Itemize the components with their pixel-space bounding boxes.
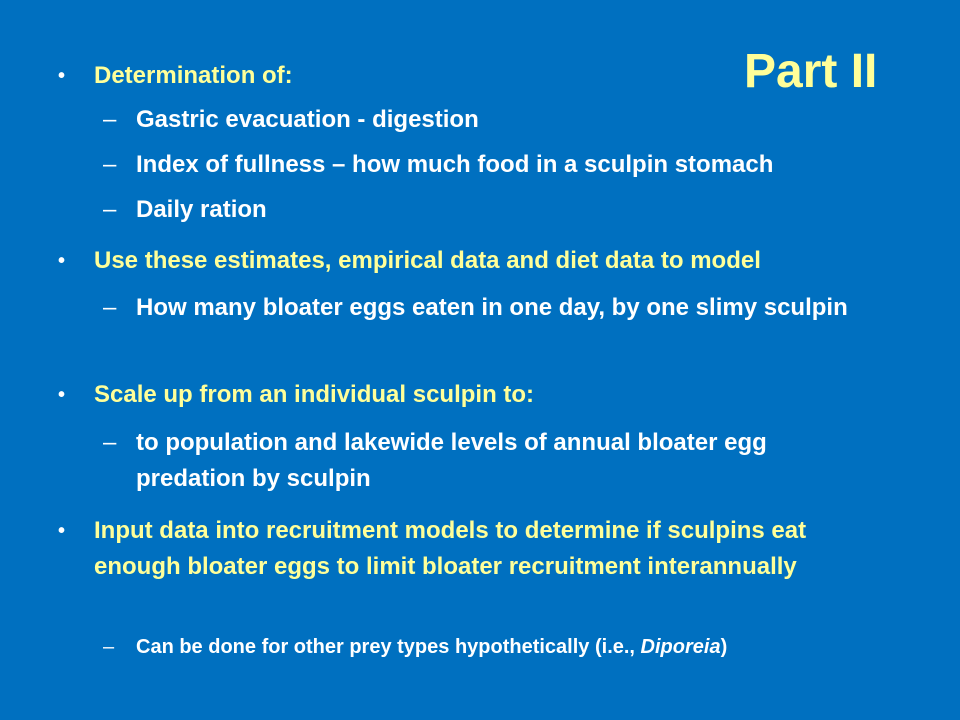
sub-item-text-suffix: ) bbox=[720, 636, 728, 658]
bullet-item-3 bbox=[58, 377, 894, 413]
sub-item-text: How many bloater eggs eaten in one day, by one slimy sculpin bbox=[136, 294, 848, 321]
sub-item-text-prefix: Can be done for other prey types hypothetically (i.e., bbox=[136, 636, 641, 658]
diporeia-italic-text: Diporeia bbox=[640, 636, 721, 658]
sub-item-4-1 bbox=[103, 632, 876, 662]
sub-item-text: Index of fullness – how much food in a sculpin stomach bbox=[136, 151, 774, 178]
bullet-text: Input data into recruitment models to determine if sculpins eat enough bloater eggs to limit bloater recruitment interannually bbox=[94, 517, 807, 580]
sub-item-text: Gastric evacuation - digestion bbox=[136, 106, 479, 133]
bullet-text: Determination of: bbox=[94, 62, 293, 89]
dash-marker: – bbox=[103, 196, 117, 223]
sub-item-1-2 bbox=[103, 147, 876, 183]
bullet-marker: • bbox=[58, 65, 66, 87]
slide-title: Part II bbox=[744, 45, 878, 98]
bullet-text: Scale up from an individual sculpin to: bbox=[94, 381, 535, 408]
sub-item-text: Daily ration bbox=[136, 196, 267, 223]
dash-marker: – bbox=[103, 636, 115, 658]
sub-item-text bbox=[136, 636, 727, 658]
bullet-item-2 bbox=[58, 243, 894, 279]
bullet-text: Use these estimates, empirical data and diet data to model bbox=[94, 247, 761, 274]
sub-item-1-3 bbox=[103, 192, 876, 228]
sub-item-2-1 bbox=[103, 290, 876, 326]
sub-item-text: to population and lakewide levels of annual bloater egg predation by sculpin bbox=[136, 429, 767, 492]
bullet-marker: • bbox=[58, 384, 66, 406]
dash-marker: – bbox=[103, 106, 117, 133]
dash-marker: – bbox=[103, 294, 117, 321]
bullet-item-4 bbox=[58, 513, 894, 585]
bullet-item-1 bbox=[58, 58, 894, 94]
sub-item-1-1 bbox=[103, 102, 876, 138]
bullet-marker: • bbox=[58, 250, 66, 272]
bullet-marker: • bbox=[58, 520, 66, 542]
sub-item-3-1 bbox=[103, 425, 876, 497]
dash-marker: – bbox=[103, 151, 117, 178]
dash-marker: – bbox=[103, 429, 117, 456]
